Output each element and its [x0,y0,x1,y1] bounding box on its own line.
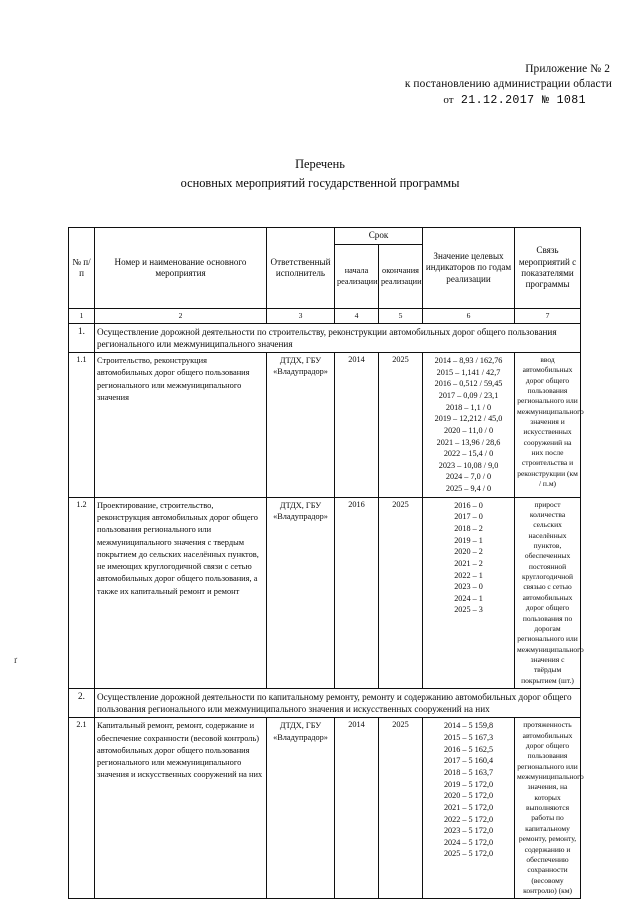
date-prefix: от [443,94,454,107]
header-col-number: № п/п [69,228,95,309]
indicator-line: 2020 – 11,0 / 0 [443,425,494,435]
indicator-line: 2024 – 5 172,0 [443,837,494,847]
header-col-executor: Ответственный исполнитель [267,228,335,309]
indicator-line: 2022 – 1 [454,570,483,580]
section-number: 2. [69,688,95,717]
indicator-line: 2020 – 2 [454,547,483,557]
colnum-7: 7 [515,309,581,324]
indicator-line: 2014 – 8,93 / 162,76 [434,356,503,366]
indicator-line: 2018 – 5 163,7 [443,767,494,777]
table-header-row [69,228,581,245]
header-col-link: Связь мероприятий с показателями программы [515,228,581,309]
indicator-line: 2021 – 5 172,0 [443,802,494,812]
indicator-line: 2015 – 5 167,3 [443,733,494,743]
colnum-2: 2 [95,309,267,324]
indicator-line: 2021 – 13,96 / 28,6 [436,437,501,447]
indicator-line: 2025 – 3 [454,605,483,615]
indicator-line: 2019 – 1 [454,535,483,545]
indicator-line: 2017 – 0 [454,512,483,522]
row-start-year: 2016 [335,497,379,688]
row-start-year: 2014 [335,718,379,899]
indicator-line: 2019 – 5 172,0 [443,779,494,789]
decree-date-line [405,93,612,108]
colnum-5: 5 [379,309,423,324]
indicator-line: 2018 – 1,1 / 0 [445,402,492,412]
document-header [405,62,612,108]
appendix-label: Приложение № 2 [525,63,610,75]
header-col-measure-name: Номер и наименование основного мероприятия [95,228,267,309]
scan-artifact-mark: ґ [14,655,18,665]
row-start-year: 2014 [335,353,379,498]
indicator-line: 2023 – 10,08 / 9,0 [438,460,499,470]
header-col-start: начала реализации [335,245,379,309]
row-description: Капитальный ремонт, ремонт, содержание и обеспечение сохранности (весовой контроль) автомобильных дорог общего пользования регионального или межмуниципального значения и искусственных сооружений на них [95,718,267,899]
table-section-row [69,688,581,717]
indicator-line: 2015 – 1,141 / 42,7 [436,367,501,377]
measures-table-wrapper [68,227,584,899]
row-index: 1.2 [69,497,95,688]
indicator-line: 2016 – 0,512 / 59,45 [434,379,503,389]
row-link: прирост количества сельских населённых пунктов, обеспеченных постоянной круглогодичной связью с сетью автомобильных дорог общего пользования по дорогам регионального или межмуниципального значения с твёрдым покрытием (шт.) [515,497,581,688]
section-title: Осуществление дорожной деятельности по строительству, реконструкции автомобильных дорог общего пользования регионального или межмуниципального значения [95,323,581,352]
indicator-line: 2019 – 12,212 / 45,0 [434,414,503,424]
indicator-line: 2021 – 2 [454,558,483,568]
row-executor: ДТДХ, ГБУ «Владупрадор» [267,718,335,899]
row-indicators [423,353,515,498]
indicator-line: 2023 – 5 172,0 [443,826,494,836]
title-line-1: Перечень [295,157,345,171]
indicator-line: 2017 – 5 160,4 [443,756,494,766]
indicator-line: 2024 – 7,0 / 0 [445,472,492,482]
table-column-numbers-row [69,309,581,324]
row-link: протяженность автомобильных дорог общего пользования регионального или межмуниципального значения, на которых выполняются работы по капитальному ремонту, ремонту, содержанию и обеспечению сохранности (весовому контролю) (км) [515,718,581,899]
authority-line: к постановлению администрации области [404,78,612,91]
table-body [69,323,584,899]
row-link: ввод автомобильных дорог общего пользования регионального или межмуниципального значения и искусственных сооружений на них после строительства и реконструкции (км / п.м) [515,353,581,498]
row-end-year: 2025 [379,497,423,688]
indicator-line: 2018 – 2 [454,524,483,533]
header-col-end: окончания реализации [379,245,423,309]
table-row [69,353,581,498]
row-index: 2.1 [69,718,95,899]
header-group-term: Срок [335,228,423,245]
colnum-4: 4 [335,309,379,324]
row-executor: ДТДХ, ГБУ «Владупрадор» [267,497,335,688]
indicator-line: 2023 – 0 [454,582,483,592]
table-section-row [69,323,581,352]
row-end-year: 2025 [379,353,423,498]
row-description: Строительство, реконструкция автомобильных дорог общего пользования регионального или межмуниципального значения [95,353,267,498]
indicator-line: 2024 – 1 [454,593,483,603]
section-title: Осуществление дорожной деятельности по капитальному ремонту, ремонту и содержанию автомобильных дорог общего пользования регионального или межмуниципального значения и искусственных сооружений на них [95,688,581,717]
table-row [69,718,581,899]
section-number: 1. [69,323,95,352]
indicator-line: 2025 – 9,4 / 0 [445,484,492,494]
row-indicators [423,497,515,688]
row-indicators [423,718,515,899]
date-number: 21.12.2017 № 1081 [460,94,586,108]
indicator-line: 2025 – 5 172,0 [443,849,494,859]
colnum-1: 1 [69,309,95,324]
indicator-line: 2020 – 5 172,0 [443,791,494,801]
table-row [69,497,581,688]
indicator-line: 2017 – 0,09 / 23,1 [438,390,499,400]
indicator-line: 2022 – 15,4 / 0 [443,449,494,459]
page-title [0,155,640,192]
indicator-line: 2016 – 5 162,5 [443,744,494,754]
row-executor: ДТДХ, ГБУ «Владупрадор» [267,353,335,498]
row-end-year: 2025 [379,718,423,899]
indicator-line: 2022 – 5 172,0 [443,814,494,824]
row-index: 1.1 [69,353,95,498]
indicator-line: 2014 – 5 159,8 [443,721,494,731]
colnum-3: 3 [267,309,335,324]
indicator-line: 2016 – 0 [454,500,483,510]
measures-table [68,227,584,899]
row-description: Проектирование, строительство, реконструкция автомобильных дорог общего пользования регионального или межмуниципального значения с твердым покрытием до сельских населённых пунктов, не имеющих круглогодичной связи с сетью автомобильных дорог общего пользования, а также их капитальный ремонт и ремонт [95,497,267,688]
title-line-2: основных мероприятий государственной программы [180,175,460,190]
colnum-6: 6 [423,309,515,324]
header-col-indicators: Значение целевых индикаторов по годам реализации [423,228,515,309]
